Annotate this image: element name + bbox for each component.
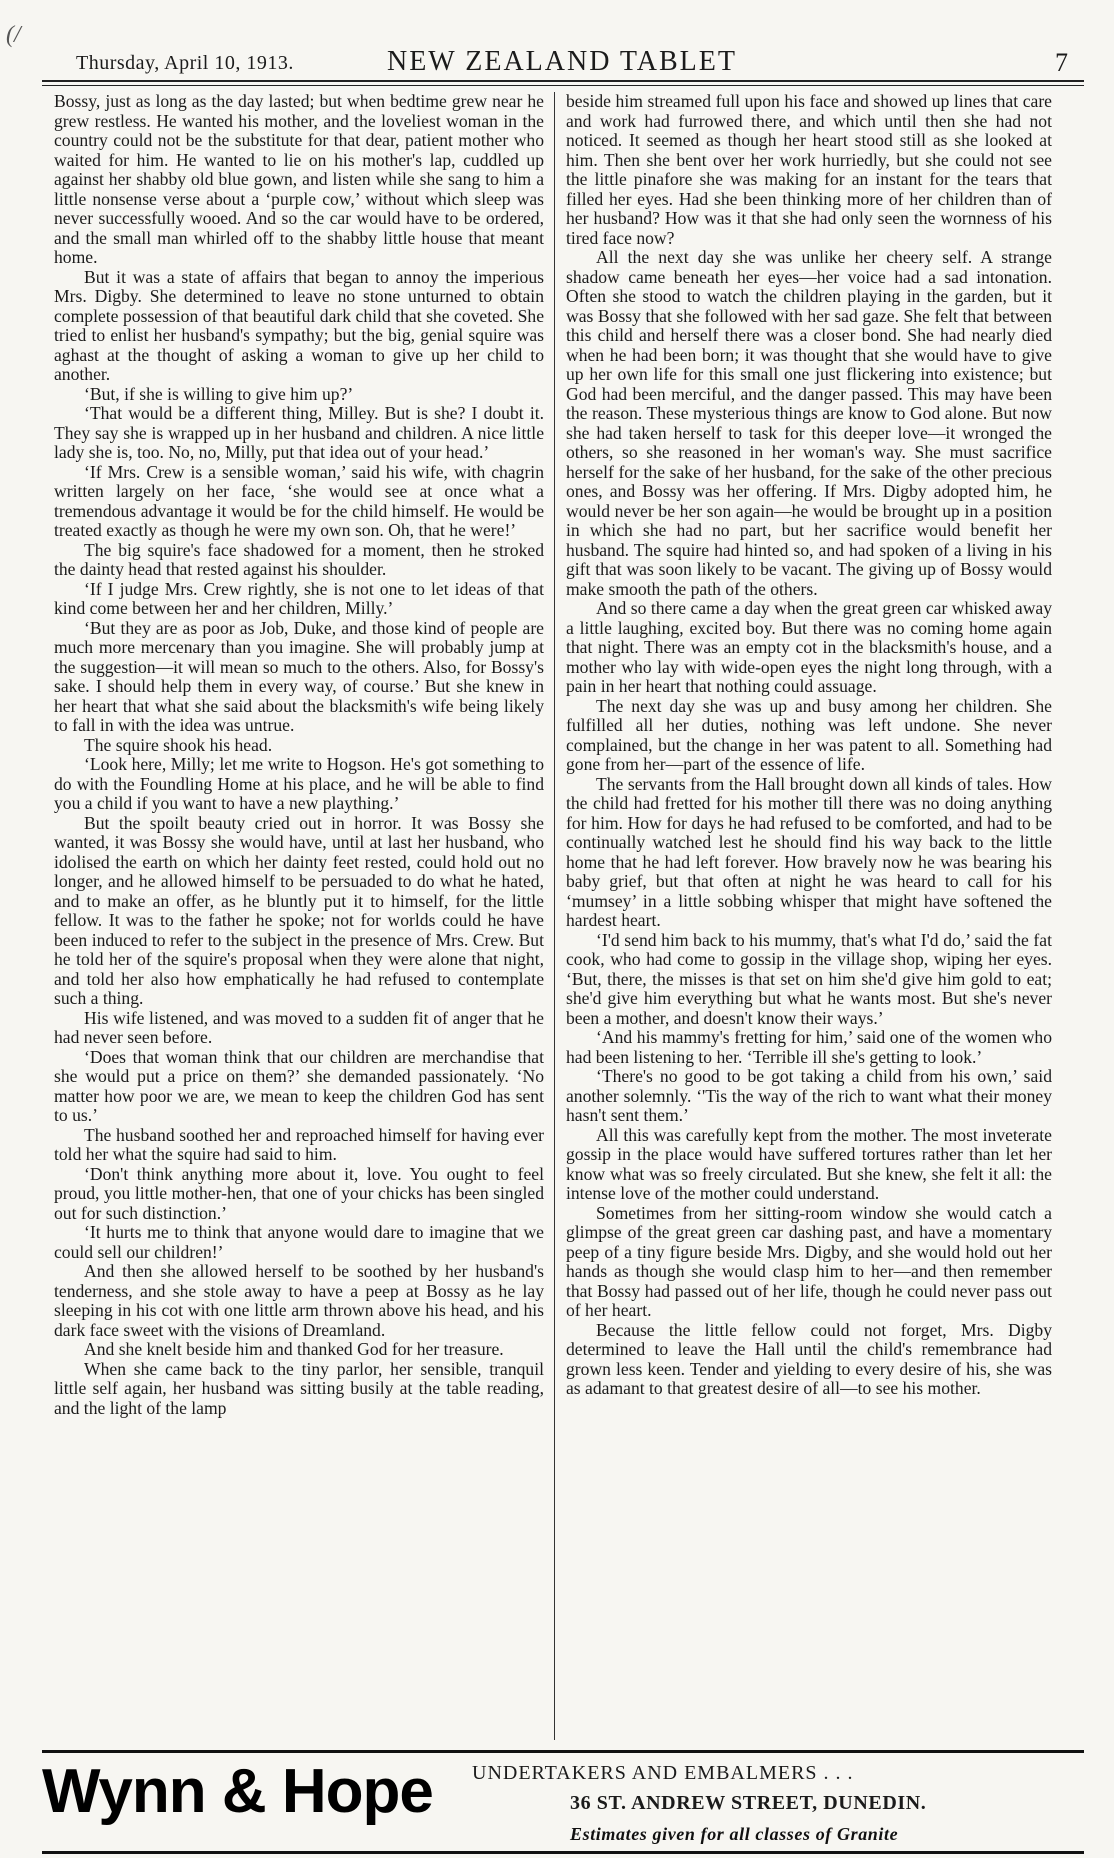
- paragraph: ‘It hurts me to think that anyone would dare to imagine that we could sell our children!’: [54, 1222, 544, 1262]
- page-corner-mark: (/: [6, 22, 21, 48]
- paragraph: The big squire's face shadowed for a moment, then he stroked the dainty head that rested against his shoulder.: [54, 539, 544, 579]
- paragraph: ‘If I judge Mrs. Crew rightly, she is not one to let ideas of that kind come between her and her children, Milly.’: [54, 578, 544, 618]
- paragraph: ‘There's no good to be got taking a child from his own,’ said another solemnly. ‘'Tis the way of the rich to want what their money hasn't sent them.’: [566, 1066, 1052, 1125]
- paragraph: The servants from the Hall brought down all kinds of tales. How the child had fretted for his mother till there was no doing anything for him. How for days he had refused to be comforted, and had to be continually watched lest he should find his way back to the little home that he had left forever. How bravely now he was bearing his baby grief, but that often at night he was heard to call for his ‘mumsey’ in a little sobbing whisper that might have softened the hardest heart.: [566, 773, 1052, 930]
- ad-bottom-rule: [42, 1851, 1084, 1854]
- masthead-title: NEW ZEALAND TABLET: [386, 46, 737, 77]
- paragraph: The husband soothed her and reproached himself for having ever told her what the squire had said to him.: [54, 1124, 544, 1164]
- advertisement: [42, 1754, 1084, 1854]
- paragraph: The squire shook his head.: [84, 734, 273, 755]
- paragraph: His wife listened, and was moved to a sudden fit of anger that he had never seen before.: [54, 1007, 544, 1047]
- issue-date: Thursday, April 10, 1913.: [76, 52, 294, 74]
- paragraph: Sometimes from her sitting-room window she would catch a glimpse of the great green car dashing past, and have a momentary peep of a tiny figure beside Mrs. Digby, and she would hold out her hands as though she would clasp him to her—and then remember that Bossy had passed out of her life, though he could never pass out of her heart.: [566, 1202, 1052, 1320]
- right-column: [566, 92, 1052, 1742]
- ad-address: 36 ST. ANDREW STREET, DUNEDIN.: [570, 1792, 927, 1814]
- paragraph: And she knelt beside him and thanked God for her treasure.: [84, 1339, 504, 1359]
- paragraph: ‘But they are as poor as Job, Duke, and those kind of people are much more mercenary than you imagine. She will probably jump at the suggestion—it will mean so much to the others. Also, for Bossy's sake. I should help them in every way, of course.’ But she knew in her heart that what she said about the blacksmith's wife being likely to fall in with the idea was untrue.: [54, 617, 544, 735]
- paragraph: All this was carefully kept from the mother. The most inveterate gossip in the place would have suffered tortures rather than let her know what was so freely circulated. But she knew, she felt it all: the intense love of the mother could understand.: [566, 1124, 1052, 1203]
- column-divider: [554, 92, 555, 1740]
- page-number: 7: [1055, 48, 1068, 77]
- paragraph: ‘But, if she is willing to give him up?’: [84, 383, 354, 404]
- paragraph: And so there came a day when the great green car whisked away a little laughing, excited boy. But there was no coming home again that night. There was an empty cot in the blacksmith's house, and a mother who lay with wide-open eyes the night long through, with a pain in her heart that nothing could assuage.: [566, 598, 1052, 696]
- paragraph: ‘If Mrs. Crew is a sensible woman,’ said his wife, with chagrin written largely on her face, ‘she would see at once what a tremendous advantage it would be for the child himself. He would be treated exactly as though he were my own son. Oh, that he were!’: [54, 461, 544, 540]
- paragraph: When she came back to the tiny parlor, her sensible, tranquil little self again, her husband was sitting busily at the table reading, and the light of the lamp: [54, 1358, 544, 1418]
- ad-estimates: Estimates given for all classes of Granite: [570, 1824, 899, 1844]
- paragraph: ‘I'd send him back to his mummy, that's what I'd do,’ said the fat cook, who had come to gossip in the village shop, wiping her eyes. ‘But, there, the misses is that set on him she'd give him gold to eat; she'd give him everything but what he wants most. But she's never been a mother, and doesn't know their ways.’: [566, 929, 1052, 1028]
- advertiser-name: Wynn & Hope: [42, 1757, 433, 1826]
- paragraph: ‘Does that woman think that our children are merchandise that she would put a price on them?’ she demanded passionately. ‘No matter how poor we are, we mean to keep the children God has sent to us.’: [54, 1046, 544, 1125]
- paragraph: Because the little fellow could not forget, Mrs. Digby determined to leave the Hall until the child's remembrance had grown less keen. Tender and yielding to every desire of his, she was as adamant to that greatest desire of all—to see his mother.: [566, 1319, 1052, 1398]
- paragraph: All the next day she was unlike her cheery self. A strange shadow came beneath her eyes—her voice had a sad intonation. Often she stood to watch the children playing in the garden, but it was Bossy that she followed with her sad gaze. She felt that between this child and herself there was a closer bond. She had nearly died when he had been born; it was thought that she would have to give up her own life for this small one just flickering into existence; but God had been merciful, and the danger passed. This may have been the reason. These mysterious things are know to God alone. But now she had taken herself to task for this deeper love—it wronged the others, so she reasoned in her woman's way. She must sacrifice herself for the sake of her husband, for the sake of the other precious ones, and Bossy was her offering. If Mrs. Digby adopted him, he would never be her son again—he would be brought up in a position in which she had no part, but her sacrifice would benefit her husband. The squire had hinted so, and had spoken of a living in his gift that was soon likely to be vacant. The giving up of Bossy would make smooth the path of the others.: [566, 247, 1052, 599]
- ad-services: UNDERTAKERS AND EMBALMERS . . .: [472, 1762, 854, 1784]
- paragraph: ‘Don't think anything more about it, love. You ought to feel proud, you little mother-hen, that one of your chicks has been singled out for such distinction.’: [54, 1163, 544, 1223]
- paragraph: ‘Look here, Milly; let me write to Hogson. He's got something to do with the Foundling Home at his place, and he will be able to find you a child if you want to have a new plaything.’: [54, 754, 544, 813]
- paragraph: ‘And his mammy's fretting for him,’ said one of the women who had been listening to her. ‘Terrible ill she's getting to look.’: [566, 1027, 1052, 1067]
- paragraph: But it was a state of affairs that began to annoy the imperious Mrs. Digby. She determined to leave no stone unturned to obtain complete possession of that beautiful dark child that she coveted. She tried to enlist her husband's sympathy; but the big, genial squire was aghast at the thought of asking a woman to give up her child to another.: [54, 266, 544, 384]
- header-rule: [42, 80, 1084, 82]
- footer-rule: [42, 1750, 1084, 1753]
- header-rule-thin: [42, 85, 1084, 86]
- paragraph: But the spoilt beauty cried out in horror. It was Bossy she wanted, it was Bossy she would have, until at last her husband, who idolised the earth on which her dainty feet rested, could hold out no longer, and he allowed himself to be persuaded to do what he hated, and to make an offer, as he bluntly put it to himself, for the little fellow. It was to the father he spoke; not for worlds could he have been induced to refer to the subject in the presence of Mrs. Crew. But he told her of the squire's proposal when they were alone that night, and told her also how emphatically he had refused to contemplate such a thing.: [54, 812, 544, 1008]
- left-column: [54, 92, 544, 1742]
- page-header: [34, 46, 1090, 80]
- paragraph: ‘That would be a different thing, Milley. But is she? I doubt it. They say she is wrapped up in her husband and children. A nice little lady she is, too. No, no, Milly, put that idea out of your head.’: [54, 403, 544, 462]
- paragraph: beside him streamed full upon his face and showed up lines that care and work had furrowed there, and which until then she had not noticed. It seemed as though her heart stood still as she looked at him. Then she bent over her work hurriedly, but she could not see the little pinafore she was making for an instant for the tears that filled her eyes. Had she been thinking more of her children than of her husband? How was it that she had only seen the wornness of his tired face now?: [566, 92, 1052, 248]
- paragraph: Bossy, just as long as the day lasted; but when bedtime grew near he grew restless. He wanted his mother, and the loveliest woman in the country could not be the substitute for that dear, patient mother who waited for him. He wanted to lie on his mother's lap, cuddled up against her shabby old blue gown, and listen while she sang to him a little nonsense verse about a ‘purple cow,’ without which sleep was never successfully wooed. And so the car would have to be ordered, and the small man whirled off to the shabby little house that meant home.: [54, 92, 544, 267]
- paragraph: And then she allowed herself to be soothed by her husband's tenderness, and she stole away to have a peep at Bossy as he lay sleeping in his cot with one little arm thrown above his head, and his dark face sweet with the visions of Dreamland.: [54, 1261, 544, 1340]
- paragraph: The next day she was up and busy among her children. She fulfilled all her duties, nothing was left undone. She never complained, but the change in her was patent to all. Something had gone from her—part of the essence of life.: [566, 695, 1052, 774]
